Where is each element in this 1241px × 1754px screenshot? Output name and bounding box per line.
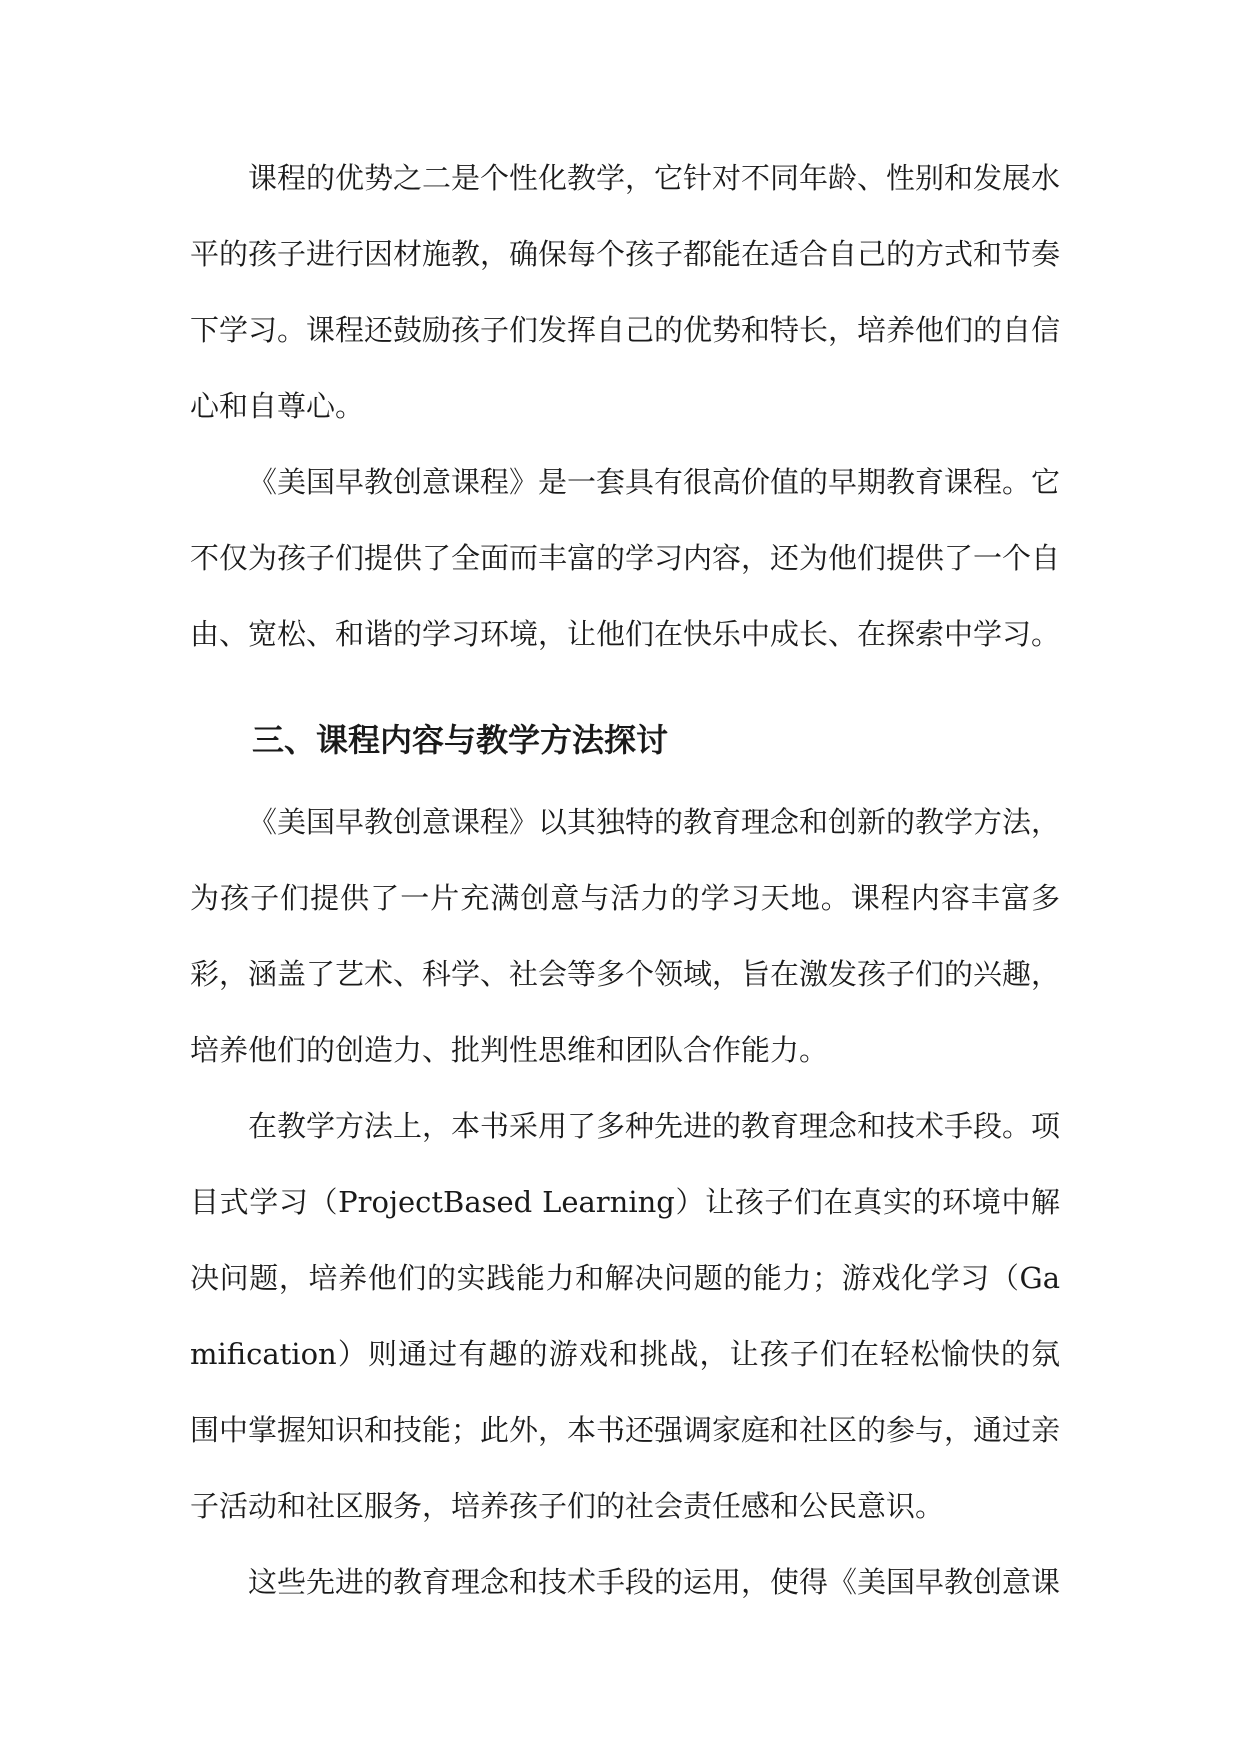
paragraph-course-value: 《美国早教创意课程》是一套具有很高价值的早期教育课程。它不仅为孩子们提供了全面而丰富的学习内容，还为他们提供了一个自由、宽松、和谐的学习环境，让他们在快乐中成长、在探索中学习。 xyxy=(190,465,1061,651)
paragraph-teaching-methods: 在教学方法上，本书采用了多种先进的教育理念和技术手段。项目式学习（ProjectBased Learning）让孩子们在真实的环境中解决问题，培养他们的实践能力和解决问题的能力；游戏化学习（Gamification）则通过有趣的游戏和挑战，让孩子们在轻松愉快的氛围中掌握知识和技能；此外，本书还强调家庭和社区的参与，通过亲子活动和社区服务，培养孩子们的社会责任感和公民意识。 xyxy=(190,1109,1061,1523)
paragraph-course-content: 《美国早教创意课程》以其独特的教育理念和创新的教学方法，为孩子们提供了一片充满创意与活力的学习天地。课程内容丰富多彩，涵盖了艺术、科学、社会等多个领域，旨在激发孩子们的兴趣，培养他们的创造力、批判性思维和团队合作能力。 xyxy=(190,805,1061,1067)
paragraph-personalized-teaching: 课程的优势之二是个性化教学，它针对不同年龄、性别和发展水平的孩子进行因材施教，确保每个孩子都能在适合自己的方式和节奏下学习。课程还鼓励孩子们发挥自己的优势和特长，培养他们的自信心和自尊心。 xyxy=(190,161,1061,423)
paragraph-closing: 这些先进的教育理念和技术手段的运用，使得《美国早教创意课 xyxy=(248,1565,1061,1599)
document-body xyxy=(190,140,1060,1620)
section-heading: 三、课程内容与教学方法探讨 xyxy=(252,721,669,759)
